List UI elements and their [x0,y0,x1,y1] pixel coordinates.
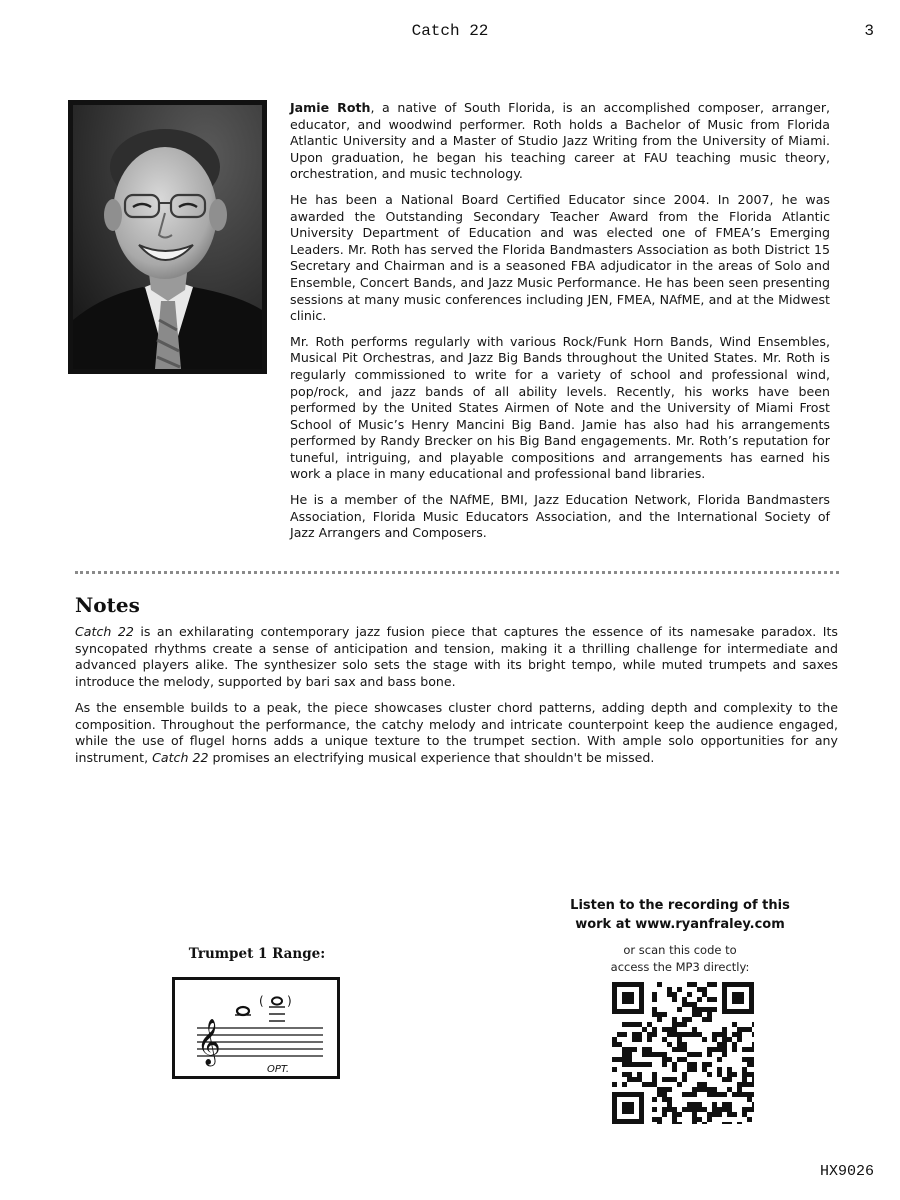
bio-paragraph-1 [290,100,830,183]
scan-instructions [560,942,800,976]
notes-paragraph-1-text: is an exhilarating contemporary jazz fusion piece that captures the essence of its namesake paradox. Its syncopated rhythms create a sense of anticipation and tension, making it a thrilling challenge for intermediate and advanced players alike. The synthesizer solo sets the stage with its bright tempo, while muted trumpets and saxes introduce the melody, supported by bari sax and bass bone. [75,624,838,690]
author-name: Jamie Roth [290,100,371,115]
music-staff-notation [175,980,337,1076]
page-number: 3 [864,22,874,40]
notes-paragraph-2-text: As the ensemble builds to a peak, the piece showcases cluster chord patterns, adding depth and complexity to the composition. Throughout the performance, the catchy melody and intricate counterpoint keep the audience engaged, while the use of flugel horns adds a unique texture to the trumpet section. With ample solo opportunities for any instrument, [75,699,838,765]
optional-label: OPT. [267,1064,290,1075]
notes-section [75,624,838,776]
scan-line-1: or scan this code to [623,943,737,957]
notes-title-italic-2: Catch 22 [152,749,209,765]
author-photo [68,100,267,374]
recording-line-2[interactable]: work at www.ryanfraley.com [575,917,785,932]
notes-heading: Notes [75,593,140,617]
bio-paragraph-1-text: , a native of South Florida, is an accomplished composer, arranger, educator, and woodwind performer. Roth holds a Bachelor of Music from Florida Atlantic University and a Master of Studio Jazz Writing from the University of Miami. Upon graduation, he began his teaching career at FAU teaching music theory, orchestration, and music technology. [290,100,830,182]
notes-title-italic-1: Catch 22 [75,624,134,639]
recording-info [560,896,800,934]
scan-line-2: access the MP3 directly: [610,960,750,974]
author-portrait-illustration [73,105,262,369]
dotted-divider [75,571,839,574]
trumpet-range-label: Trumpet 1 Range: [188,946,326,962]
bio-paragraph-4: He is a member of the NAfME, BMI, Jazz Education Network, Florida Bandmasters Association, Florida Music Educators Association, and the International Society of Jazz Arrangers and Composers. [290,492,830,541]
catalog-code: HX9026 [819,1163,874,1180]
notes-paragraph-2-end: promises an electrifying musical experience that shouldn't be missed. [208,749,655,765]
bio-paragraph-3: Mr. Roth performs regularly with various Rock/Funk Horn Bands, Wind Ensembles, Musical Pit Orchestras, and Jazz Big Bands throughout the United States. Mr. Roth is regularly commissioned to write for a variety of school and professional wind, pop/rock, and jazz bands of all ability levels. Recently, his works have been performed by the United States Airmen of Note and the University of Miami Frost School of Music’s Henry Mancini Big Band. Jamie has also had his arrangements performed by Randy Brecker on his Big Band engagements. Mr. Roth’s reputation for tuneful, intriguing, and playable compositions and arrangements has earned his work a place in many educational and professional band libraries. [290,333,830,482]
treble-clef-icon: 𝄞 [197,1019,221,1065]
bio-paragraph-2: He has been a National Board Certified Educator since 2004. In 2007, he was awarded the Outstanding Secondary Teacher Award from the Florida Atlantic University Department of Education and was elected one of FMEA’s Emerging Leaders. Mr. Roth has served the Florida Bandmasters Association as both District 15 Secretary and Chairman and is a seasoned FBA adjudicator in the areas of Solo and Ensemble, Concert Bands, and Jazz Music Performance. He has been seen presenting sessions at many music conferences including JEN, FMEA, NAfME, and at the Midwest clinic. [290,191,830,324]
notes-paragraph-1 [75,624,838,691]
page-header-title: Catch 22 [411,22,489,40]
notes-paragraph-2 [75,700,838,767]
paren-close: ) [287,994,292,1008]
trumpet-range-staff [172,977,340,1079]
paren-open: ( [259,994,264,1008]
qr-code-icon[interactable] [612,982,754,1124]
recording-line-1: Listen to the recording of this [570,898,790,913]
author-biography [290,100,830,551]
